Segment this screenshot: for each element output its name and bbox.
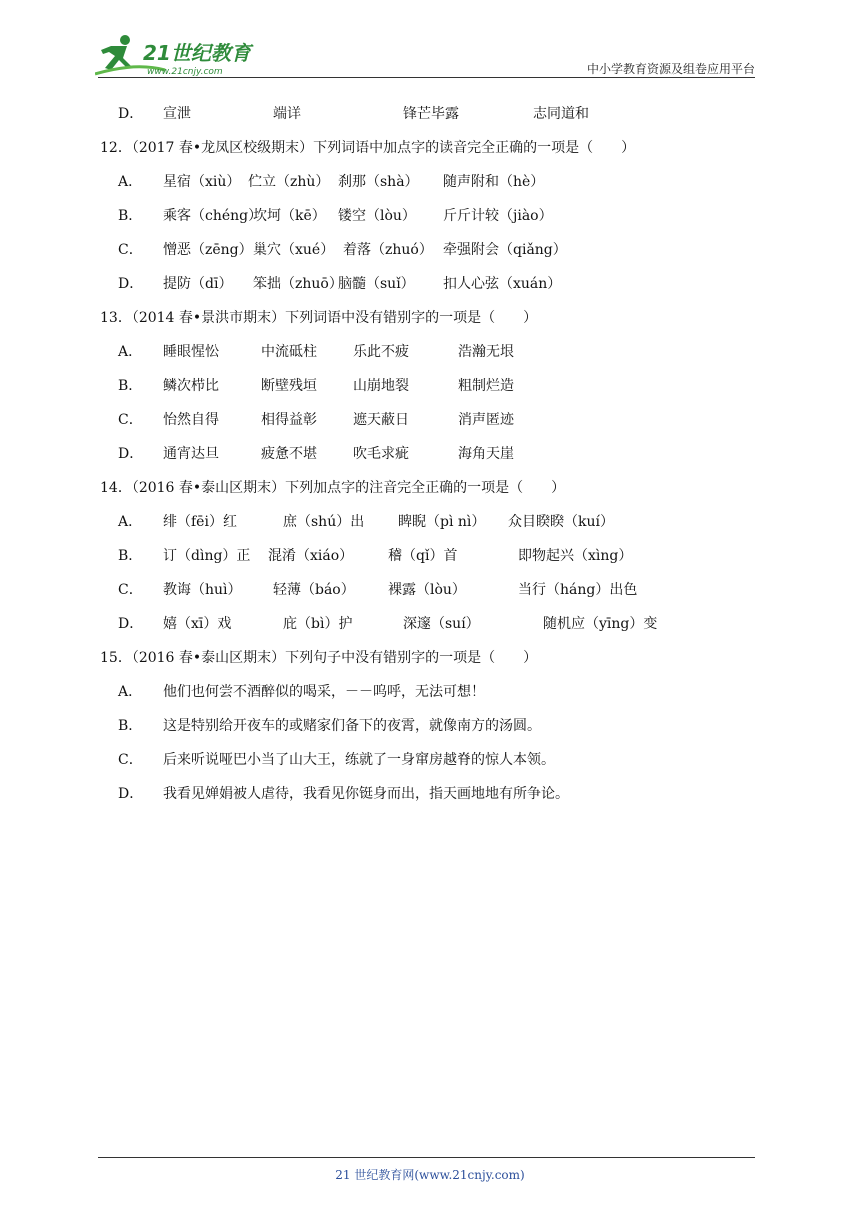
option-term: 嬉（xī）戏: [163, 616, 232, 632]
option-term: 吹毛求疵: [353, 446, 409, 462]
option-term: 乐此不疲: [353, 344, 409, 360]
option-label: C．: [118, 412, 143, 428]
footer-divider: [98, 1157, 755, 1158]
option-term: 粗制烂造: [458, 378, 514, 394]
option-label: C．: [118, 752, 143, 768]
option-term: 鳞次栉比: [163, 378, 219, 394]
option-term: 锋芒毕露: [403, 106, 459, 122]
answer-option: [118, 750, 758, 770]
option-term: 星宿（xiù）: [163, 174, 241, 190]
option-term: 后来听说哑巴小当了山大王，练就了一身窜房越脊的惊人本领。: [163, 752, 555, 768]
option-term: 乘客（chéng）: [163, 208, 263, 224]
option-label: B．: [118, 378, 143, 394]
answer-option: [118, 240, 758, 260]
option-term: 疲惫不堪: [261, 446, 317, 462]
question-stem: 15．（2016 春•泰山区期末）下列句子中没有错别字的一项是（ ）: [100, 650, 538, 666]
option-label: D．: [118, 616, 144, 632]
option-term: 他们也何尝不酒醉似的喝采，－－呜呼，无法可想！: [163, 684, 485, 700]
answer-option: [118, 104, 758, 124]
answer-option: [118, 546, 758, 566]
option-term: 教诲（huì）: [163, 582, 242, 598]
footer-link[interactable]: 21 世纪教育网(www.21cnjy.com): [335, 1168, 525, 1182]
option-term: 庇（bì）护: [283, 616, 353, 632]
option-term: 随机应（yīng）变: [543, 616, 658, 632]
option-label: D．: [118, 446, 144, 462]
answer-option: [118, 206, 758, 226]
site-logo[interactable]: [95, 34, 265, 78]
runner-logo-icon: [95, 34, 265, 78]
answer-option: [118, 580, 758, 600]
option-term: 遮天蔽日: [353, 412, 409, 428]
option-term: 着落（zhuó）: [343, 242, 433, 258]
option-label: A．: [118, 514, 143, 530]
option-label: D．: [118, 276, 144, 292]
option-term: 睡眼惺忪: [163, 344, 219, 360]
option-label: B．: [118, 548, 143, 564]
option-term: 即物起兴（xìng）: [518, 548, 633, 564]
option-term: 笨拙（zhuō）: [253, 276, 343, 292]
option-term: 志同道和: [533, 106, 589, 122]
option-term: 山崩地裂: [353, 378, 409, 394]
option-label: B．: [118, 718, 143, 734]
option-label: B．: [118, 208, 143, 224]
option-term: 裸露（lòu）: [388, 582, 466, 598]
option-term: 绯（fēi）红: [163, 514, 237, 530]
option-term: 浩瀚无垠: [458, 344, 514, 360]
option-term: 当行（háng）出色: [518, 582, 638, 598]
option-term: 相得益彰: [261, 412, 317, 428]
answer-option: [118, 716, 758, 736]
answer-option: [118, 784, 758, 804]
option-term: 提防（dī）: [163, 276, 233, 292]
option-term: 憎恶（zēng）: [163, 242, 253, 258]
option-term: 稽（qǐ）首: [388, 548, 458, 564]
answer-option: [118, 512, 758, 532]
option-term: 我看见婵娟被人虐待，我看见你铤身而出，指天画地地有所争论。: [163, 786, 569, 802]
answer-option: [118, 172, 758, 192]
option-term: 刹那（shà）: [338, 174, 419, 190]
option-label: A．: [118, 344, 143, 360]
option-term: 斤斤计较（jiào）: [443, 208, 553, 224]
option-term: 端详: [273, 106, 301, 122]
option-term: 中流砥柱: [261, 344, 317, 360]
option-term: 怡然自得: [163, 412, 219, 428]
option-term: 众目睽睽（kuí）: [508, 514, 614, 530]
option-term: 通宵达旦: [163, 446, 219, 462]
option-term: 扣人心弦（xuán）: [443, 276, 562, 292]
option-label: A．: [118, 174, 143, 190]
option-term: 混淆（xiáo）: [268, 548, 354, 564]
answer-option: [118, 444, 758, 464]
option-term: 随声附和（hè）: [443, 174, 545, 190]
option-term: 庶（shú）出: [283, 514, 365, 530]
option-term: 断壁残垣: [261, 378, 317, 394]
option-term: 坎坷（kē）: [253, 208, 326, 224]
answer-option: [118, 342, 758, 362]
option-term: 消声匿迹: [458, 412, 514, 428]
option-label: C．: [118, 242, 143, 258]
answer-option: [118, 682, 758, 702]
answer-option: [118, 376, 758, 396]
option-label: D．: [118, 106, 144, 122]
page-header: [0, 0, 860, 80]
question-stem: 12．（2017 春•龙凤区校级期末）下列词语中加点字的读音完全正确的一项是（ ）: [100, 140, 636, 156]
answer-option: [118, 614, 758, 634]
question-stem: 13．（2014 春•景洪市期末）下列词语中没有错别字的一项是（ ）: [100, 310, 538, 326]
platform-name: 中小学教育资源及组卷应用平台: [586, 62, 755, 76]
option-label: D．: [118, 786, 144, 802]
question-stem: 14．（2016 春•泰山区期末）下列加点字的注音完全正确的一项是（ ）: [100, 480, 566, 496]
option-label: A．: [118, 684, 143, 700]
logo-url: www.21cnjy.com: [147, 67, 223, 77]
option-term: 巢穴（xué）: [253, 242, 335, 258]
answer-option: [118, 274, 758, 294]
answer-option: [118, 410, 758, 430]
option-term: 睥睨（pì nì）: [398, 514, 486, 530]
option-term: 脑髓（suǐ）: [338, 276, 415, 292]
logo-text: 21世纪教育: [143, 41, 251, 65]
option-term: 宣泄: [163, 106, 191, 122]
option-term: 轻薄（báo）: [273, 582, 355, 598]
option-term: 镂空（lòu）: [338, 208, 416, 224]
option-term: 海角天崖: [458, 446, 514, 462]
option-label: C．: [118, 582, 143, 598]
option-term: 这是特别给开夜车的或赌家们备下的夜霄，就像南方的汤圆。: [163, 718, 541, 734]
option-term: 深邃（suí）: [403, 616, 480, 632]
header-divider: [98, 77, 755, 78]
option-term: 伫立（zhù）: [248, 174, 330, 190]
option-term: 牵强附会（qiǎng）: [443, 242, 567, 258]
option-term: 订（dìng）正: [163, 548, 251, 564]
